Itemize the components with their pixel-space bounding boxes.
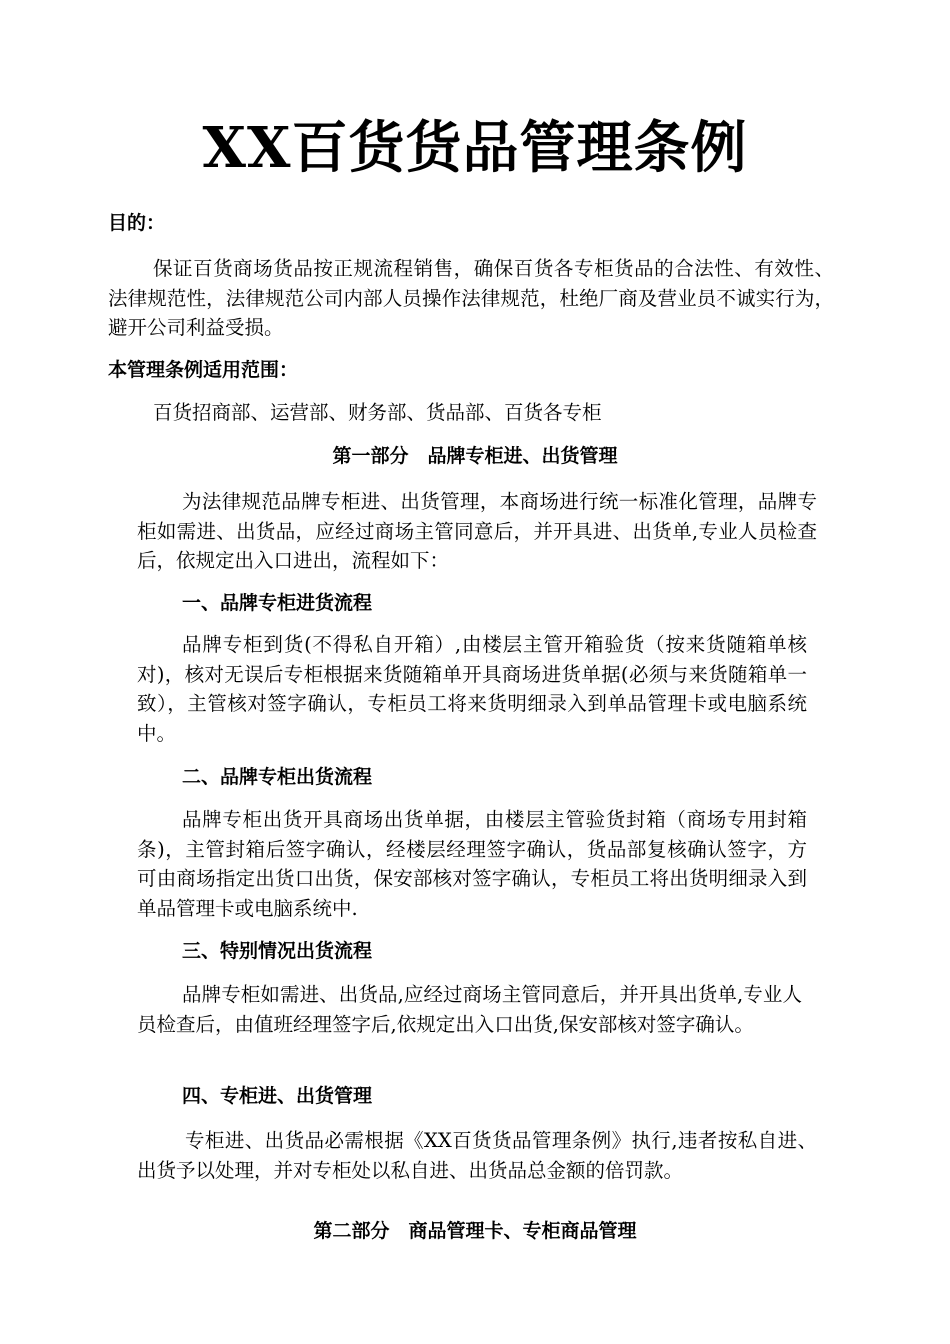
section3-paragraph: 品牌专柜如需进、出货品,应经过商场主管同意后，并开具出货单,专业人员检查后，由值班经理签字后,依规定出入口出货,保安部核对签字确认。 — [137, 983, 802, 1036]
scope-paragraph: 百货招商部、运营部、财务部、货品部、百货各专柜 — [153, 401, 602, 424]
purpose-heading: 目的： — [108, 212, 166, 234]
section2-paragraph: 品牌专柜出货开具商场出货单据，由楼层主管验货封箱（商场专用封箱条)，主管封箱后签字确认，经楼层经理签字确认，货品部复核确认签字，方可由商场指定出货口出货，保安部核对签字确认，专柜员工将出货明细录入到单品管理卡或电脑系统中. — [137, 808, 807, 920]
part1-intro-paragraph: 为法律规范品牌专柜进、出货管理，本商场进行统一标准化管理，品牌专柜如需进、出货品，应经过商场主管同意后，并开具进、出货单,专业人员检查后，依规定出入口进出，流程如下： — [137, 490, 817, 572]
section4-heading: 四、专柜进、出货管理 — [182, 1085, 373, 1107]
section3-heading: 三、特别情况出货流程 — [182, 940, 373, 962]
scope-heading: 本管理条例适用范围： — [108, 359, 299, 381]
section2-heading: 二、品牌专柜出货流程 — [182, 766, 373, 788]
document-title: XX百货货品管理条例 — [202, 115, 748, 181]
purpose-paragraph: 保证百货商场货品按正规流程销售，确保百货各专柜货品的合法性、有效性、法律规范性，法律规范公司内部人员操作法律规范，杜绝厂商及营业员不诚实行为，避开公司利益受损。 — [108, 257, 834, 339]
section1-heading: 一、品牌专柜进货流程 — [182, 592, 373, 614]
section1-paragraph: 品牌专柜到货(不得私自开箱）,由楼层主管开箱验货（按来货随箱单核对)，核对无误后专柜根据来货随箱单开具商场进货单据(必须与来货随箱单一致），主管核对签字确认，专柜员工将来货明细录入到单品管理卡或电脑系统中。 — [137, 633, 807, 745]
part2-heading: 第二部分 商品管理卡、专柜商品管理 — [313, 1220, 637, 1242]
part1-heading: 第一部分 品牌专柜进、出货管理 — [332, 445, 618, 467]
section4-paragraph: 专柜进、出货品必需根据《XX百货货品管理条例》执行,违者按私自进、出货予以处理，并对专柜处以私自进、出货品总金额的倍罚款。 — [137, 1129, 817, 1182]
